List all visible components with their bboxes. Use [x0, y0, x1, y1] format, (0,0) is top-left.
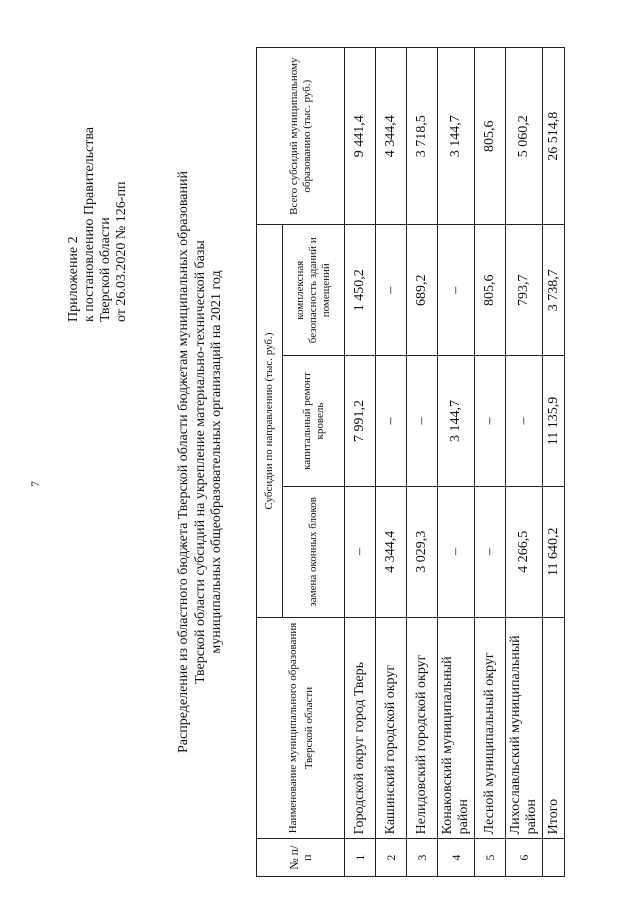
rotated-page [28, 47, 588, 877]
header-row-1 [257, 48, 283, 877]
row-roofs: – [407, 356, 438, 487]
row-safety: 793,7 [506, 225, 543, 356]
header-group: Субсидии по направлению (тыс. руб.) [257, 225, 283, 617]
table-row [506, 48, 543, 877]
row-roofs: – [376, 356, 407, 487]
row-num: 3 [407, 839, 438, 877]
title-line-2: Тверской области субсидий на укрепление материально-технической базы [192, 240, 208, 684]
row-total: 805,6 [475, 48, 506, 225]
appendix-line-1: Приложение 2 [66, 236, 81, 322]
table-row [438, 48, 475, 877]
table-row [345, 48, 376, 877]
appendix-note [66, 127, 130, 322]
row-name: Нелидовский городской округ [407, 617, 438, 839]
header-num: № п/п [257, 839, 345, 877]
table-row [475, 48, 506, 877]
row-num: 1 [345, 839, 376, 877]
row-safety: 1 450,2 [345, 225, 376, 356]
document-title [176, 47, 226, 877]
total-label: Итого [543, 617, 565, 839]
subsidy-table [256, 47, 565, 877]
row-total: 9 441,4 [345, 48, 376, 225]
row-num: 2 [376, 839, 407, 877]
row-name: Конаковский муниципальный район [438, 617, 475, 839]
header-col-windows: замена оконных блоков [283, 486, 345, 617]
row-windows: – [475, 486, 506, 617]
appendix-line-2: к постановлению Правительства [82, 126, 97, 322]
header-name: Наименование муниципального образования Тверской области [257, 617, 345, 839]
row-name: Лихославльский муниципальный район [506, 617, 543, 839]
row-windows: 3 029,3 [407, 486, 438, 617]
row-windows: 4 266,5 [506, 486, 543, 617]
row-windows: – [438, 486, 475, 617]
row-total: 4 344,4 [376, 48, 407, 225]
row-safety: 805,6 [475, 225, 506, 356]
row-roofs: 7 991,2 [345, 356, 376, 487]
header-col-roofs: капитальный ремонт кровель [283, 356, 345, 487]
total-roofs: 11 135,9 [543, 356, 565, 487]
table-row [376, 48, 407, 877]
row-roofs: – [475, 356, 506, 487]
row-total: 3 144,7 [438, 48, 475, 225]
row-roofs: – [506, 356, 543, 487]
appendix-line-3: Тверской области [98, 217, 113, 322]
row-name: Кашинский городской округ [376, 617, 407, 839]
table-row [407, 48, 438, 877]
row-windows: 4 344,4 [376, 486, 407, 617]
row-safety: 689,2 [407, 225, 438, 356]
row-total: 3 718,5 [407, 48, 438, 225]
row-safety: – [376, 225, 407, 356]
row-name: Лесной муниципальный округ [475, 617, 506, 839]
appendix-line-4: от 26.03.2020 № 126-пп [114, 181, 129, 322]
row-num: 5 [475, 839, 506, 877]
total-row [543, 48, 565, 877]
row-roofs: 3 144,7 [438, 356, 475, 487]
total-sum: 26 514,8 [543, 48, 565, 225]
row-total: 5 060,2 [506, 48, 543, 225]
page-number: 7 [28, 481, 42, 487]
title-line-1: Распределение из областного бюджета Тверской области бюджетам муниципальных образований [176, 171, 191, 753]
row-num: 4 [438, 839, 475, 877]
total-windows: 11 640,2 [543, 486, 565, 617]
total-safety: 3 738,7 [543, 225, 565, 356]
title-line-3: муниципальных общеобразовательных организаций на 2021 год [209, 270, 224, 654]
header-col-safety: комплексная безопасность зданий и помещений [283, 225, 345, 356]
total-num-cell [543, 839, 565, 877]
row-num: 6 [506, 839, 543, 877]
row-name: Городской округ город Тверь [345, 617, 376, 839]
row-safety: – [438, 225, 475, 356]
header-total: Всего субсидий муниципальному образованию (тыс. руб.) [257, 48, 345, 225]
row-windows: – [345, 486, 376, 617]
